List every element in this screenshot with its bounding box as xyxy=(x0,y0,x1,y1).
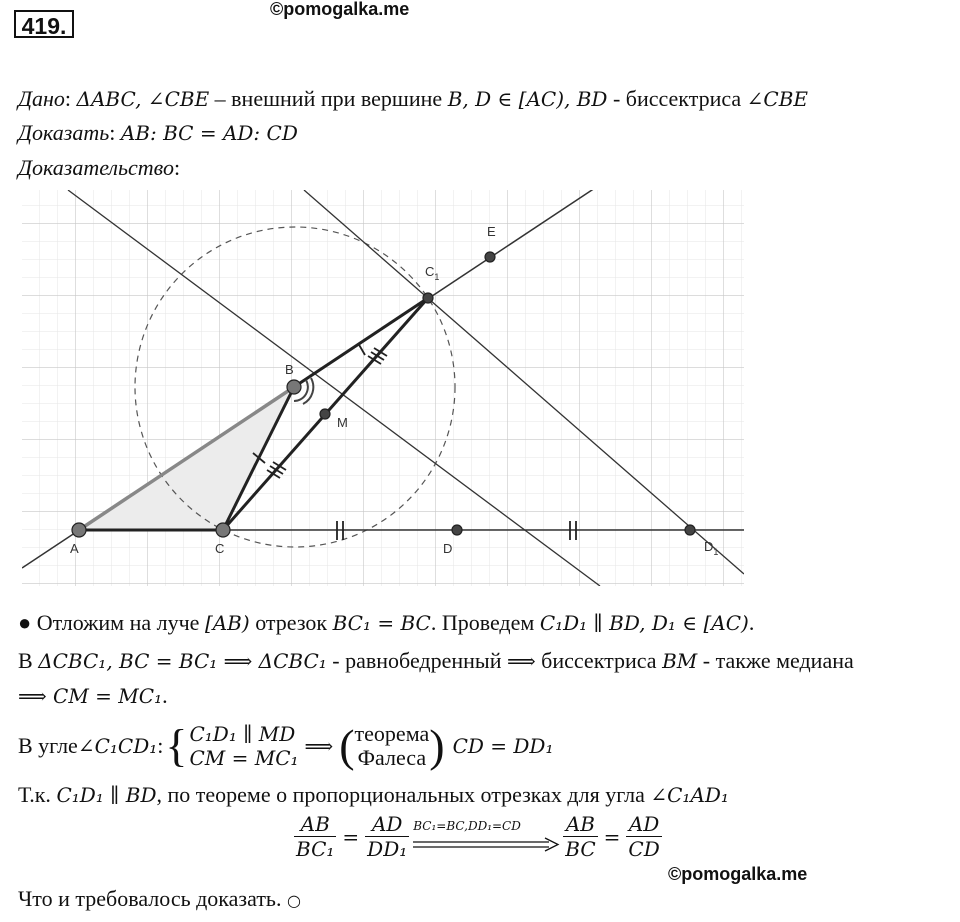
given-text-2: - биссектриса xyxy=(607,86,747,111)
label-d1-sub: 1 xyxy=(713,547,719,557)
step2-line-2 xyxy=(18,683,168,709)
step1-line xyxy=(18,610,754,636)
conclusion-text: Что и требовалось доказать. xyxy=(18,886,282,911)
bullet: ● xyxy=(18,610,32,635)
step1-text-3: . Проведем xyxy=(430,610,540,635)
step4-math-2: ∠C₁AD₁ xyxy=(650,783,729,807)
step2-text-3: биссектриса xyxy=(535,648,663,673)
watermark-bottom: ©pomogalka.me xyxy=(668,864,808,884)
step1-text-2: отрезок xyxy=(249,610,333,635)
step1-math-2: BC₁ = BC xyxy=(332,611,431,635)
step3-line: В угле ∠C₁CD₁ : { C₁D₁ ∥ MD CM = MC₁ ⟹ ( теорема Фалеса ) CD = DD₁ xyxy=(18,720,554,771)
step4-text-2: , по теореме о пропорциональных отрезках для угла xyxy=(156,782,651,807)
fraction-4-num: AD xyxy=(626,812,661,837)
implies-arrow-label: BC₁=BC,DD₁=CD xyxy=(413,818,521,833)
point-d xyxy=(452,525,462,535)
given-line: Дано: ΔABC, ∠CBE – внешний при вершине B, D ∈ [AC), BD - биссектриса ∠CBE xyxy=(18,86,809,111)
step2-text-4: - также медиана xyxy=(697,648,854,673)
step4-text-1: Т.к. xyxy=(18,782,57,807)
step1-math-3: C₁D₁ ∥ BD, D₁ ∈ [AC) xyxy=(539,611,749,635)
geometry-figure xyxy=(22,190,744,586)
point-a xyxy=(72,523,86,537)
step3-arrow: ⟹ xyxy=(304,734,334,758)
step2-math-4: ⟹ CM = MC₁ xyxy=(18,684,163,708)
label-c1-sub: 1 xyxy=(434,272,440,282)
step3-result: CD = DD₁ xyxy=(452,734,554,758)
point-m xyxy=(320,409,330,419)
conclusion-line xyxy=(18,886,301,912)
theorem-line-1: теорема xyxy=(354,721,430,746)
problem-number: 419. xyxy=(14,10,74,38)
step4-math-1: C₁D₁ ∥ BD xyxy=(56,783,157,807)
fraction-3-num: AB xyxy=(563,812,597,837)
label-c1-main: C xyxy=(425,264,435,279)
step4-line xyxy=(18,782,729,808)
prove-line: Доказать: AB: BC = AD: CD xyxy=(18,120,298,145)
proof-label: Доказательство xyxy=(18,155,174,180)
equals-1: = xyxy=(342,824,360,849)
fraction-1 xyxy=(294,812,336,861)
prove-math: AB: BC = AD: CD xyxy=(120,121,298,145)
point-e xyxy=(485,252,495,262)
fraction-4 xyxy=(626,812,661,861)
label-b: B xyxy=(285,362,294,377)
point-c1 xyxy=(423,293,433,303)
step2-text-2: - равнобедренный xyxy=(326,648,507,673)
point-c xyxy=(216,523,230,537)
point-d1 xyxy=(685,525,695,535)
label-e: E xyxy=(487,224,496,239)
fraction-1-den: BC₁ xyxy=(296,837,335,861)
step1-math-1: [AB) xyxy=(204,611,250,635)
fraction-2-den: DD₁ xyxy=(367,837,408,861)
left-brace: { xyxy=(165,720,188,771)
fraction-3 xyxy=(563,812,597,861)
fraction-2-num: AD xyxy=(365,812,409,837)
watermark-top: ©pomogalka.me xyxy=(270,0,410,19)
fraction-4-den: CD xyxy=(628,837,660,861)
implies-arrow xyxy=(411,817,561,857)
theorem-line-2: Фалеса xyxy=(357,745,427,770)
step3-math-1: ∠C₁CD₁ xyxy=(77,734,158,758)
equals-2: = xyxy=(603,824,621,849)
step2-math-1: ΔCBC₁, BC = BC₁ ⟹ ΔCBC₁ xyxy=(38,649,327,673)
step2-text-5: . xyxy=(162,683,168,708)
given-math-2: B, D ∈ [AC), BD xyxy=(447,87,608,111)
fraction-3-den: BC xyxy=(565,837,596,861)
left-paren: ( xyxy=(339,720,355,771)
fraction-2 xyxy=(365,812,409,861)
step2-text-1: В xyxy=(18,648,39,673)
proportion-formula xyxy=(294,812,662,861)
prove-label: Доказать xyxy=(18,120,110,145)
label-d: D xyxy=(443,541,453,556)
step2-math-2: ⟹ xyxy=(507,649,536,673)
given-math-1: ΔABC, ∠CBE xyxy=(76,87,210,111)
system-line-2: CM = MC₁ xyxy=(189,746,299,770)
label-d1-main: D xyxy=(704,539,714,554)
fraction-1-num: AB xyxy=(294,812,336,837)
theorem-block xyxy=(355,722,430,770)
step3-text-1: В угле xyxy=(18,733,78,758)
system-line-1: C₁D₁ ∥ MD xyxy=(189,722,296,746)
step2-math-3: BM xyxy=(662,649,698,673)
long-double-arrow xyxy=(411,817,561,857)
step2-line-1 xyxy=(18,648,854,674)
system-block xyxy=(189,722,298,770)
right-paren: ) xyxy=(429,720,445,771)
given-text-1: – внешний при вершине xyxy=(209,86,448,111)
label-c: C xyxy=(215,541,225,556)
label-m: M xyxy=(337,415,348,430)
given-math-3: ∠CBE xyxy=(746,87,809,111)
proof-label-line: Доказательство: xyxy=(18,155,181,180)
step1-text-4: . xyxy=(748,610,755,635)
label-a: A xyxy=(70,541,79,556)
point-b xyxy=(287,380,301,394)
step1-text-1: Отложим на луче xyxy=(36,610,205,635)
qed-mark: ○ xyxy=(286,891,301,910)
given-label: Дано xyxy=(18,86,65,111)
